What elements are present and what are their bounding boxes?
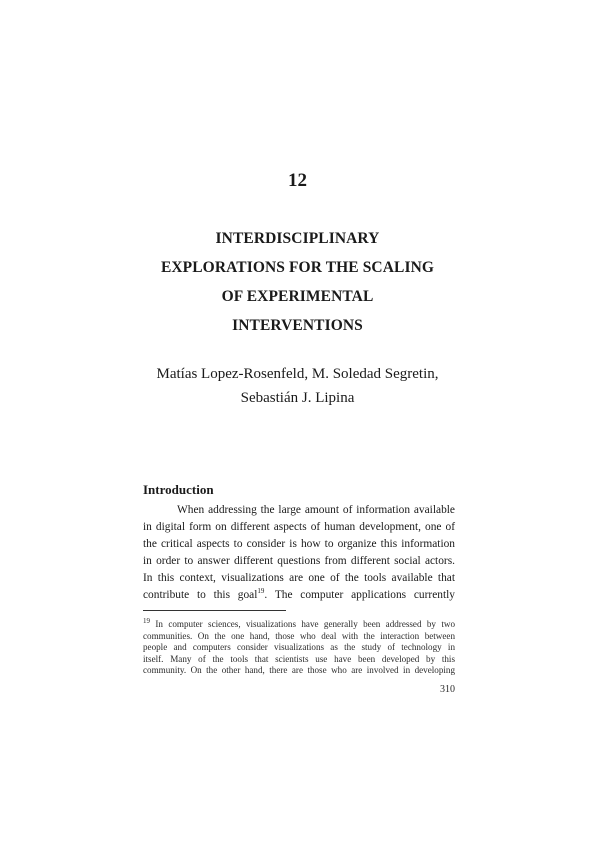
footnote-line — [143, 616, 455, 631]
paragraph-line: the critical aspects to consider is how to organize this information — [143, 538, 455, 551]
paragraph-line: in order to answer different questions from different social actors. — [143, 555, 455, 568]
chapter-title-line: EXPLORATIONS FOR THE SCALING — [160, 259, 435, 276]
page-number: 310 — [440, 684, 455, 695]
chapter-title — [120, 224, 475, 340]
chapter-title-line: OF EXPERIMENTAL — [221, 288, 374, 305]
paragraph-line: In this context, visualizations are one of the tools available that — [143, 572, 455, 585]
chapter-title-line: INTERDISCIPLINARY — [215, 230, 380, 247]
footnote-line: people and computers consider visualizations as the study of technology in — [143, 642, 455, 652]
footnote-line: communities. On the one hand, those who deal with the interaction between — [143, 630, 455, 641]
paragraph-line: When addressing the large amount of information available — [177, 504, 455, 516]
section-heading: Introduction — [143, 482, 214, 497]
footnote-divider — [143, 610, 286, 611]
chapter-number: 12 — [288, 170, 307, 191]
author-line: Sebastián J. Lipina — [240, 390, 355, 406]
footnote-line: itself. Many of the tools that scientists use have been developed by this — [143, 653, 455, 664]
chapter-title-line: INTERVENTIONS — [232, 317, 363, 334]
body-paragraph — [143, 502, 455, 605]
paragraph-line: in digital form on different aspects of human development, one of — [143, 521, 455, 534]
footnote-reference[interactable]: 19 — [257, 587, 265, 596]
footnote-text: In computer sciences, visualizations have generally been addressed by two — [150, 619, 455, 629]
author-list — [0, 362, 595, 410]
line-text: contribute to this goal — [143, 589, 258, 602]
footnote-line: community. On the other hand, there are those who are involved in developing — [143, 665, 455, 675]
paragraph-line — [143, 587, 455, 604]
line-text: . The computer applications currently — [264, 589, 455, 602]
author-line: Matías Lopez-Rosenfeld, M. Soledad Segretin, — [156, 366, 439, 382]
footnote — [143, 616, 455, 677]
footnote-marker: 19 — [143, 616, 150, 625]
